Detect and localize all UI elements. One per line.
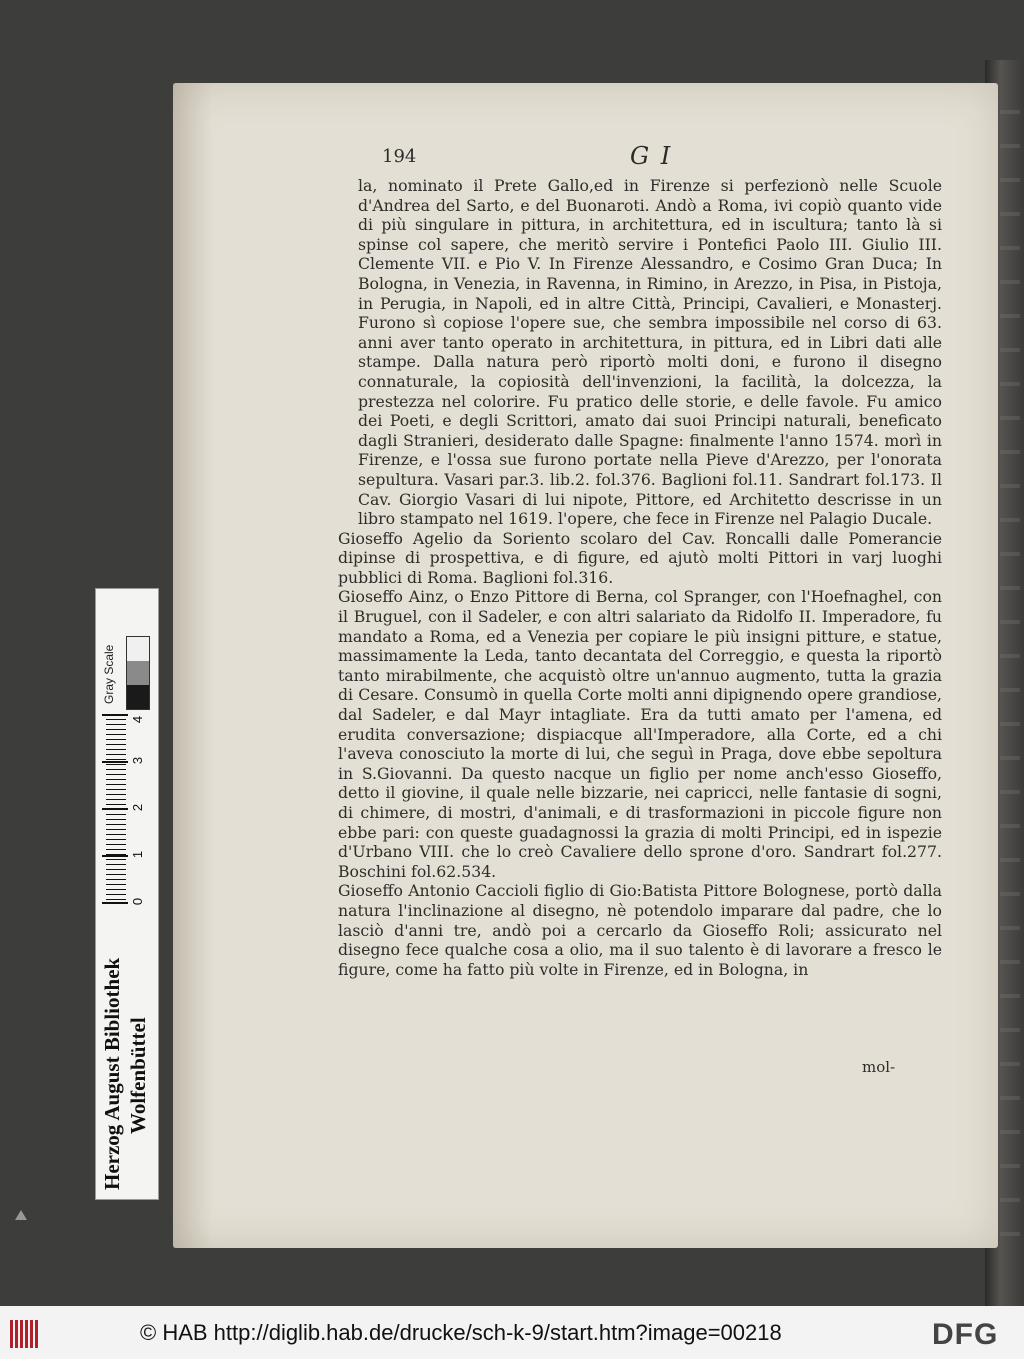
gray-swatch-dark xyxy=(127,685,149,709)
entry-gioseffo-antonio-caccioli: Gioseffo Antonio Caccioli figlio di Gio:Batista Pittore Bolognese, portò dalla natura l'inclinazione al disegno, nè potendolo imparare dal padre, che lo lasciò d'anni tre, andò poi a cercarlo da Gioseffo Roli; assicurato nel disegno fece qualche cosa a olio, ma il suo talento è di lavorare a fresco le figure, come ha fatto più volte in Firenze, ed in Bologna, in xyxy=(338,881,942,979)
institution-city: Wolfenbüttel xyxy=(126,1017,150,1134)
gray-scale-label: Gray Scale xyxy=(102,644,116,704)
ruler-major-tick xyxy=(102,761,128,763)
centimeter-ruler xyxy=(100,714,152,904)
ruler-number: 1 xyxy=(130,850,146,859)
body-text xyxy=(320,176,942,979)
ruler-number: 2 xyxy=(130,803,146,812)
gray-swatch-mid xyxy=(127,661,149,685)
catchword: mol- xyxy=(862,1058,896,1076)
adjacent-page-text-edge xyxy=(1000,80,1020,1260)
ruler-major-tick xyxy=(102,855,128,857)
footer-bar xyxy=(0,1306,1024,1359)
dfg-logo: DFG xyxy=(932,1318,999,1351)
entry-gioseffo-agelio: Gioseffo Agelio da Soriento scolaro del Cav. Roncalli dalle Pomerancie dipinse di prospettiva, e di figure, ed ajutò molti Pittori in varj luoghi pubblici di Roma. Baglioni fol.316. xyxy=(338,528,942,587)
copyright-link[interactable]: © HAB http://diglib.hab.de/drucke/sch-k-9/start.htm?image=00218 xyxy=(140,1320,782,1345)
page-gutter-shadow xyxy=(173,83,213,1248)
ruler-number: 4 xyxy=(130,715,146,724)
page-header xyxy=(382,142,682,174)
ruler-number: 0 xyxy=(130,897,146,906)
triangle-marker-icon xyxy=(15,1210,27,1220)
gray-swatch-light xyxy=(127,637,149,661)
paragraph-continuation: la, nominato il Prete Gallo,ed in Firenze si perfezionò nelle Scuole d'Andrea del Sarto, e del Buonaroti. Andò a Roma, ivi copiò quanto vide di più singulare in pittura, in architettura, ed in iscultura; tanto là si spinse col sapere, che meritò servire i Pontefici Paolo III. Giulio III. Clemente VII. e Pio V. In Firenze Alessandro, e Cosimo Gran Duca; In Bologna, in Venezia, in Ravenna, in Rimino, in Arezzo, in Pisa, in Pistoja, in Perugia, in Napoli, ed in altre Città, Principi, Cavalieri, e Monasterj. Furono sì copiose l'opere sue, che sembra impossibile nel corso di 63. anni aver tanto operato in architettura, in pittura, ed in Libri dati alle stampe. Dalla natura però riportò molti doni, e furono il disegno connaturale, la copiosità dell'invenzioni, la facilità, la dolcezza, la prestezza nel colorire. Fu pratico delle storie, e delle favole. Fu amico dei Poeti, e degli Scrittori, amato dai suoi Principi naturali, beneficato dagli Stranieri, desiderato dalle Spagne: finalmente l'anno 1574. morì in Firenze, e l'ossa sue furono portate nella Pieve d'Arezzo, per l'onorata sepultura. Vasari par.3. lib.2. fol.376. Baglioni fol.11. Sandrart fol.173. Il Cav. Giorgio Vasari di lui nipote, Pittore, ed Architetto descrisse in un libro stampato nel 1619. l'opere, che fece in Firenze nel Palagio Ducale. xyxy=(358,176,942,529)
institution-label xyxy=(98,912,154,1192)
ruler-major-tick xyxy=(102,714,128,716)
ruler-major-tick xyxy=(102,902,128,904)
gray-scale-label-box xyxy=(98,632,124,706)
gray-scale-swatches xyxy=(126,636,150,710)
entry-gioseffo-ainz: Gioseffo Ainz, o Enzo Pittore di Berna, col Spranger, con l'Hoefnaghel, con il Bruguel, con il Sadeler, e con altri salariato da Ridolfo II. Imperadore, fu mandato a Roma, ed a Venezia per copiare le più insigni pitture, e statue, massimamente la Leda, tanto decantata del Correggio, e questa la riportò tanto mirabilmente, che acquistò oltre un'annuo augmento, tutta la grazia di Cesare. Consumò in quella Corte molti anni dipignendo opere grandiose, dal Sadeler, e dal Mayr intagliate. Era da tutti amato per l'amena, ed erudita conversazione; dispiacque all'Imperadore, alla Corte, ed a chi l'aveva conosciuto la morte di lui, che seguì in Praga, dove ebbe sepoltura in S.Giovanni. Da questo nacque un figlio per nome anch'esso Gioseffo, detto il giovine, il quale nelle bizzarie, nei capricci, nelle fantasie di sogni, di chimere, di mostri, d'animali, e di trasformazioni in piccole figure non ebbe pari: con queste guadagnossi la grazia di molti Principi, ed in ispezie d'Urbano VIII. che lo creò Cavaliere dello sprone d'oro. Sandrart fol.277. Boschini fol.62.534. xyxy=(338,587,942,881)
institution-name: Herzog August Bibliothek xyxy=(100,957,124,1190)
ruler-major-tick xyxy=(102,808,128,810)
hab-logo-icon xyxy=(10,1320,44,1348)
page-number: 194 xyxy=(382,146,417,167)
ruler-number: 3 xyxy=(130,756,146,765)
running-head: G I xyxy=(630,142,673,170)
